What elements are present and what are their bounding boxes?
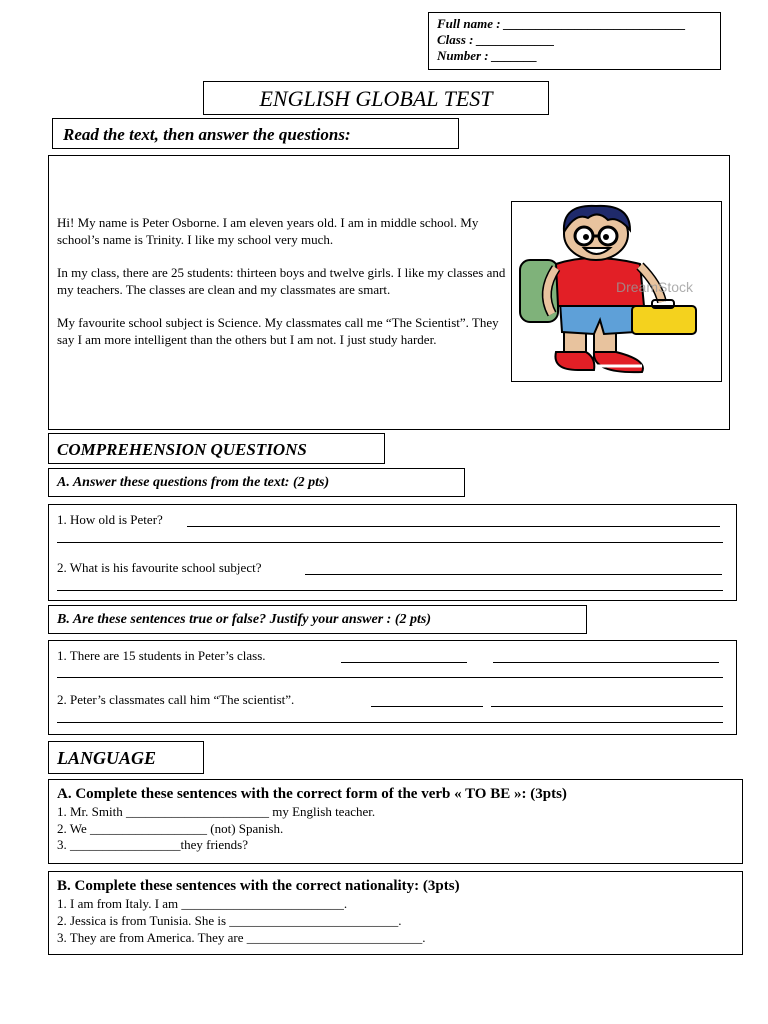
justify-line-1b[interactable] (57, 677, 723, 678)
language-heading: LANGUAGE (57, 748, 157, 768)
question-2: 2. What is his favourite school subject? (57, 560, 262, 575)
paragraph-1: Hi! My name is Peter Osborne. I am eleven years old. I am in middle school. My school’s name is Trinity. I like my school very much. (57, 215, 479, 247)
answer-line-1a[interactable] (187, 526, 720, 527)
comprehension-heading: COMPREHENSION QUESTIONS (57, 440, 307, 459)
instruction-text: Read the text, then answer the questions: (63, 125, 351, 144)
comprehension-part-a-title: A. Answer these questions from the text: (2 pts) (57, 475, 330, 490)
justify-line-1a[interactable] (493, 662, 719, 663)
reading-passage-box (48, 155, 730, 430)
nationality-sentence-3[interactable]: 3. They are from America. They are ___________________________. (57, 930, 426, 945)
language-part-b-box (48, 871, 743, 955)
class-field[interactable]: Class : ____________ (437, 32, 555, 47)
to-be-sentence-3[interactable]: 3. _________________they friends? (57, 837, 249, 852)
paragraph-3: My favourite school subject is Science. My classmates call me “The Scientist”. They say I am more intelligent than the others but I am not. I just study harder. (57, 315, 499, 347)
schoolboy-illustration (512, 202, 721, 381)
statement-2: 2. Peter’s classmates call him “The scientist”. (57, 692, 295, 707)
language-part-b-title: B. Complete these sentences with the correct nationality: (3pts) (57, 878, 460, 894)
instruction-box (52, 118, 459, 149)
language-heading-box (48, 741, 204, 774)
reading-text (57, 214, 507, 348)
comprehension-part-b-title: B. Are these sentences true or false? Justify your answer : (2 pts) (57, 612, 431, 627)
justify-line-2b[interactable] (57, 722, 723, 723)
nationality-sentence-2[interactable]: 2. Jessica is from Tunisia. She is __________________________. (57, 913, 402, 928)
to-be-sentence-1[interactable]: 1. Mr. Smith ______________________ my English teacher. (57, 804, 376, 819)
comprehension-part-a-title-box (48, 468, 465, 497)
paragraph-2: In my class, there are 25 students: thirteen boys and twelve girls. I like my classes and my teachers. The classes are clean and my classmates are smart. (57, 265, 506, 297)
true-false-line-1[interactable] (341, 662, 467, 663)
comprehension-part-b-box (48, 640, 737, 735)
answer-line-1b[interactable] (57, 542, 723, 543)
page-title: ENGLISH GLOBAL TEST (259, 86, 493, 111)
full-name-field[interactable]: Full name : ____________________________ (437, 16, 686, 31)
comprehension-part-a-box (48, 504, 737, 601)
boy-illustration-frame (511, 201, 722, 382)
student-info-box (428, 12, 721, 70)
question-1: 1. How old is Peter? (57, 512, 163, 527)
page-title-box (203, 81, 549, 115)
true-false-line-2[interactable] (371, 706, 483, 707)
statement-1: 1. There are 15 students in Peter’s class. (57, 648, 266, 663)
comprehension-heading-box (48, 433, 385, 464)
justify-line-2a[interactable] (491, 706, 723, 707)
answer-line-2b[interactable] (57, 590, 723, 591)
language-part-a-title: A. Complete these sentences with the correct form of the verb « TO BE »: (3pts) (57, 786, 567, 802)
comprehension-part-b-title-box (48, 605, 587, 634)
answer-line-2a[interactable] (305, 574, 722, 575)
watermark-text: DreamStock (616, 279, 694, 295)
language-part-a-box (48, 779, 743, 864)
number-field[interactable]: Number : _______ (437, 48, 538, 63)
nationality-sentence-1[interactable]: 1. I am from Italy. I am _________________________. (57, 896, 348, 911)
to-be-sentence-2[interactable]: 2. We __________________ (not) Spanish. (57, 821, 284, 836)
